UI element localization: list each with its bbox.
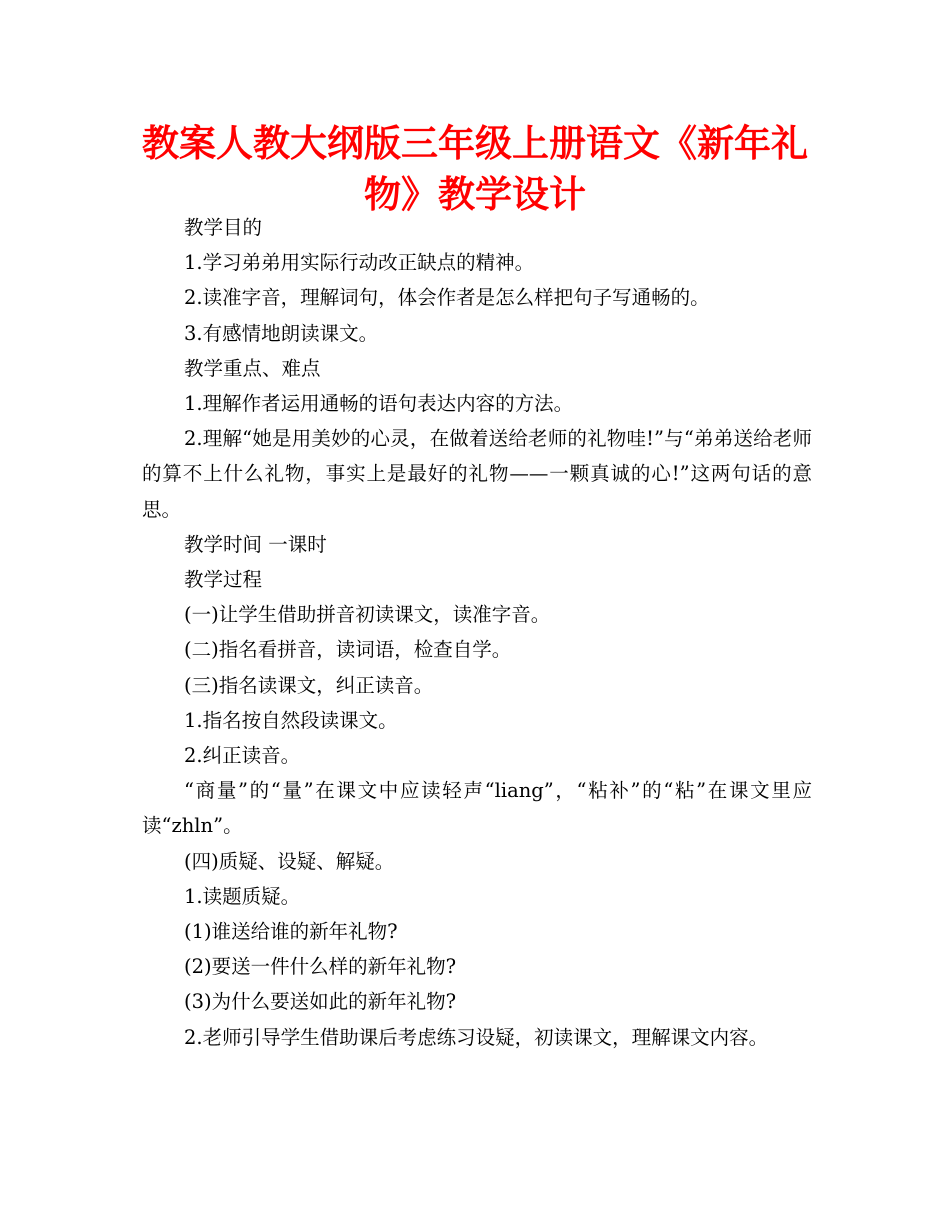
paragraph: (二)指名看拼音，读词语，检查自学。 <box>184 638 512 662</box>
paragraph: 3.有感情地朗读课文。 <box>184 321 379 345</box>
section-heading-process: 教学过程 <box>184 568 263 592</box>
paragraph: (一)让学生借助拼音初读课文，读准字音。 <box>184 603 551 627</box>
paragraph: 1.读题质疑。 <box>184 884 301 908</box>
paragraph: (1)谁送给谁的新年礼物? <box>184 920 398 944</box>
paragraph: 2.理解“她是用美妙的心灵，在做着送给老师的礼物哇!”与“弟弟送给老师的算不上什么礼物，事实上是最好的礼物——一颗真诚的心!”这两句话的意思。 <box>142 427 812 521</box>
section-heading-key-points: 教学重点、难点 <box>184 356 321 380</box>
section-heading-objectives: 教学目的 <box>184 216 263 239</box>
paragraph: 2.老师引导学生借助课后考虑练习设疑，初读课文，理解课文内容。 <box>184 1025 769 1049</box>
document-body <box>142 210 812 1055</box>
document-title: 教案人教大纲版三年级上册语文《新年礼物》教学设计 <box>142 122 808 216</box>
paragraph: “商量”的“量”在课文中应读轻声“liang”，“粘补”的“粘”在课文里应读“zhln”。 <box>142 779 812 838</box>
paragraph: 1.学习弟弟用实际行动改正缺点的精神。 <box>184 251 535 275</box>
paragraph: 2.读准字音，理解词句，体会作者是怎么样把句子写通畅的。 <box>184 286 710 310</box>
paragraph: (2)要送一件什么样的新年礼物? <box>184 955 457 979</box>
section-heading-time: 教学时间 一课时 <box>184 532 327 556</box>
paragraph: (3)为什么要送如此的新年礼物? <box>184 990 457 1014</box>
paragraph: 2.纠正读音。 <box>184 744 301 768</box>
paragraph: 1.指名按自然段读课文。 <box>184 708 398 732</box>
paragraph: (四)质疑、设疑、解疑。 <box>184 849 395 873</box>
paragraph: (三)指名读课文，纠正读音。 <box>184 673 434 697</box>
paragraph: 1.理解作者运用通畅的语句表达内容的方法。 <box>184 392 574 416</box>
